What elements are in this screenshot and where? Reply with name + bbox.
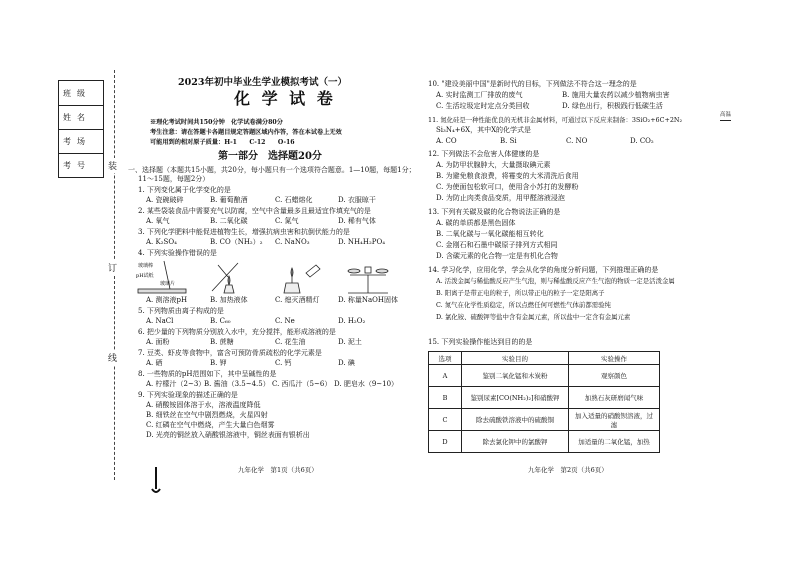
q12-option-b[interactable]: B. 为避免粮食浪费，将霉变的大米清洗后食用: [436, 172, 579, 180]
table-cell-operation: 加熟石灰研磨闻气味: [569, 387, 660, 409]
subject-title: 化 学 试 卷: [234, 89, 336, 108]
q4-option-c[interactable]: C. 熄灭酒精灯: [275, 296, 320, 304]
q6-option-b[interactable]: B. 蔗糖: [210, 338, 234, 346]
q12-option-d[interactable]: D. 为防止肉类食品变质，用甲醛溶液浸泡: [436, 194, 565, 202]
q9-option-a[interactable]: A. 硝酸铵固体溶于水，溶液温度降低: [146, 401, 261, 409]
q10-option-c[interactable]: C. 生活垃圾定时定点分类回收: [436, 102, 530, 110]
q9-option-c[interactable]: C. 红磷在空气中燃烧，产生大量白色烟雾: [146, 421, 275, 429]
binding-char-zhuang: 装: [108, 158, 117, 173]
q13-option-a[interactable]: A. 碳的单质都是黑色固体: [436, 219, 516, 227]
q11-option-d[interactable]: D. CO₂: [630, 137, 654, 145]
q11-option-a[interactable]: A. CO: [436, 137, 457, 145]
footer-page-1: 九年化学 第1页（共6页）: [238, 466, 318, 474]
q15-table: [428, 351, 660, 453]
q5-option-b[interactable]: B. C₆₀: [210, 317, 231, 325]
q13-option-b[interactable]: B. 二氧化碳与一氧化碳能相互转化: [436, 230, 544, 238]
section-intro-1: 一、选择题（本题共15小题，共20分，每小题只有一个选项符合题意。1—10题，每题1分；: [128, 166, 416, 174]
q8-option-d[interactable]: D. 肥皂水（9~10）: [334, 380, 399, 388]
exam-title: 2023年初中毕业生学业模拟考试（一）: [178, 77, 347, 88]
q5-stem: 5. 下列物质由离子构成的是: [138, 307, 224, 315]
q3-stem: 3. 下列化学肥料中能促进植物生长，增强抗病虫害和抗倒伏能力的是: [138, 228, 350, 236]
q5-option-c[interactable]: C. Ne: [275, 317, 295, 325]
scan-mark-icon: [148, 465, 164, 497]
q1-stem: 1. 下列变化属于化学变化的是: [138, 186, 231, 194]
time-note: ※理化考试时间共150分钟 化学试卷满分80分: [150, 119, 283, 126]
q4-option-d[interactable]: D. 称量NaOH固体: [338, 296, 398, 304]
table-header-operation: 实验操作: [569, 352, 660, 365]
q8-option-b[interactable]: B. 酱油（3.5~4.5）: [204, 380, 270, 388]
q4-stem: 4. 下列实验操作错误的是: [138, 249, 217, 257]
table-cell-purpose: 除去氯化钾中的氯酸钾: [462, 431, 569, 453]
heating-liquid-figure: [212, 263, 238, 293]
q8-stem: 8. 一些物质的pH范围如下，其中呈碱性的是: [138, 370, 277, 378]
section-intro-2: 11～15题，每题2分）: [138, 175, 210, 183]
q11-stem-cont: Si₃N₄+6X，其中X的化学式是: [436, 126, 532, 134]
exam-number-field[interactable]: 考号: [63, 161, 91, 170]
q4-fig-label-glass-slide: 玻璃片: [160, 281, 176, 287]
q1-option-b[interactable]: B. 葡萄酿酒: [210, 196, 248, 204]
q12-stem: 12. 下列做法不会危害人体健康的是: [428, 150, 540, 158]
class-field[interactable]: 班级: [59, 81, 103, 106]
student-info-panel: [58, 80, 104, 178]
q3-option-d[interactable]: D. NH₄H₂PO₄: [338, 238, 386, 246]
section-heading: 第一部分 选择题20分: [218, 151, 322, 162]
table-cell-purpose: 除去硫酸铁溶液中的硫酸铜: [462, 409, 569, 431]
q8-option-a[interactable]: A. 柠檬汁（2~3）: [146, 380, 206, 388]
table-cell-option: B: [429, 387, 462, 409]
q9-stem: 9. 下列实验现象的描述正确的是: [138, 391, 238, 399]
q8-option-c[interactable]: C. 西瓜汁（5~6）: [272, 380, 332, 388]
q12-option-c[interactable]: C. 为使面包松软可口，使用含小苏打的发酵粉: [436, 183, 579, 191]
name-field[interactable]: 姓名: [59, 105, 103, 130]
q14-option-b[interactable]: B. 阳离子是带正电的粒子，所以带正电的粒子一定是阳离子: [436, 289, 605, 297]
table-row[interactable]: [429, 387, 660, 409]
table-cell-operation: 观察颜色: [569, 365, 660, 387]
q1-option-c[interactable]: C. 石蜡熔化: [275, 196, 313, 204]
q7-stem: 7. 豆类、虾皮等食物中，富含可预防骨质疏松的化学元素是: [138, 349, 322, 357]
table-row[interactable]: [429, 365, 660, 387]
q4-fig-label-glass-rod: 玻璃棒: [138, 263, 154, 269]
q13-stem: 13. 下列有关碳及碳的化合物说法正确的是: [428, 208, 561, 216]
q5-option-d[interactable]: D. H₂O₂: [338, 317, 366, 325]
table-header-purpose: 实验目的: [462, 352, 569, 365]
q13-option-d[interactable]: D. 含碳元素的化合物一定是有机化合物: [436, 252, 558, 260]
table-header-row: [429, 352, 660, 365]
table-row[interactable]: [429, 409, 660, 431]
q15-stem: 15. 下列实验操作能达到目的的是: [428, 338, 533, 346]
q9-option-b[interactable]: B. 细铁丝在空气中剧烈燃烧，火星四射: [146, 411, 268, 419]
binding-char-xian: 线: [108, 350, 117, 365]
q7-option-d[interactable]: D. 碘: [338, 359, 355, 367]
q5-option-a[interactable]: A. NaCl: [146, 317, 174, 325]
q1-option-d[interactable]: D. 衣服晾干: [338, 196, 376, 204]
table-cell-purpose: 鉴别二氧化锰和木炭粉: [462, 365, 569, 387]
binding-line: [114, 70, 115, 480]
table-cell-operation: 加适量的二氧化锰，加热: [569, 431, 660, 453]
q13-option-c[interactable]: C. 金刚石和石墨中碳原子排列方式相同: [436, 241, 558, 249]
q3-option-b[interactable]: B. CO（NH₂）₂: [210, 238, 263, 246]
q14-stem: 14. 学习化学，应用化学，学会从化学的角度分析问题，下列推理正确的是: [428, 266, 659, 274]
q4-option-a[interactable]: A. 测溶液pH: [146, 296, 188, 304]
table-row[interactable]: [429, 431, 660, 453]
table-header-option: 选项: [429, 352, 462, 365]
table-cell-purpose: 鉴别尿素[CO(NH₂)₂]和硝酸钾: [462, 387, 569, 409]
table-cell-option: D: [429, 431, 462, 453]
q7-option-c[interactable]: C. 钙: [275, 359, 292, 367]
q11-arrow-condition: 高温: [720, 111, 731, 121]
exam-room-field[interactable]: 考场: [59, 129, 103, 154]
q2-option-a[interactable]: A. 氧气: [146, 217, 170, 225]
q6-option-a[interactable]: A. 面粉: [146, 338, 170, 346]
q1-option-a[interactable]: A. 瓷碗破碎: [146, 196, 184, 204]
balance-figure: [348, 267, 388, 293]
q11-stem: 11. 氮化硅是一种性能优良的无机非金属材料，可通过以下反应来制备：3SiO₂+6C+2N₂: [428, 116, 683, 124]
q12-option-a[interactable]: A. 为防甲状腺肿大，大量摄取碘元素: [436, 161, 551, 169]
q2-option-d[interactable]: D. 稀有气体: [338, 217, 376, 225]
q11-option-c[interactable]: C. NO: [566, 137, 588, 145]
q3-option-c[interactable]: C. NaNO₃: [275, 238, 310, 246]
q14-option-d[interactable]: D. 氯化铵、硫酸钾等盐中含有金属元素，所以盐中一定含有金属元素: [436, 313, 631, 321]
q10-option-b[interactable]: B. 施用大量农药以减少植物病虫害: [562, 91, 670, 99]
table-cell-option: A: [429, 365, 462, 387]
table-cell-operation: 加入适量的硝酸钡溶液，过滤: [569, 409, 660, 431]
q10-option-d[interactable]: D. 绿色出行，积极践行低碳生活: [562, 102, 663, 110]
q6-option-c[interactable]: C. 花生油: [275, 338, 306, 346]
q3-option-a[interactable]: A. K₂SO₄: [146, 238, 177, 246]
q11-option-b[interactable]: B. Si: [500, 137, 517, 145]
q4-option-b[interactable]: B. 加热液体: [210, 296, 248, 304]
q14-option-c[interactable]: C. 氮气在化学性质稳定，所以点燃任何可燃性气体前都需验纯: [436, 301, 611, 309]
table-cell-option: C: [429, 409, 462, 431]
footer-page-2: 九年化学 第2页（共6页）: [528, 466, 608, 474]
instructions: 考生注意：请在答题卡各题目规定答题区域内作答，答在本试卷上无效: [150, 129, 342, 136]
q2-option-c[interactable]: C. 氮气: [275, 217, 299, 225]
q6-stem: 6. 把少量的下列物质分别放入水中，充分搅拌，能形成溶液的是: [138, 328, 336, 336]
q4-fig-label-ph-paper: pH试纸: [136, 273, 154, 279]
q6-option-d[interactable]: D. 泥土: [338, 338, 362, 346]
q7-option-a[interactable]: A. 硒: [146, 359, 163, 367]
atomic-masses: 可能用到的相对原子质量：H-1 C-12 O-16: [150, 139, 295, 146]
q10-stem: 10. "建设美丽中国"是新时代的目标，下列做法不符合这一理念的是: [428, 80, 637, 88]
alcohol-lamp-figure: [284, 265, 320, 293]
q14-option-a[interactable]: A. 活泼金属与稀盐酸反应产生气泡，则与稀盐酸反应产生气泡的物质一定是活泼金属: [436, 277, 675, 285]
q9-option-d[interactable]: D. 光亮的铜丝放入硝酸银溶液中，铜丝表面有银析出: [146, 431, 310, 439]
q2-option-b[interactable]: B. 二氧化碳: [210, 217, 248, 225]
binding-char-ding: 订: [108, 260, 117, 275]
q7-option-b[interactable]: B. 钾: [210, 359, 227, 367]
q2-stem: 2. 某些袋装食品中需要充气以防腐，空气中含量最多且最适宜作填充气的是: [138, 207, 371, 215]
q10-option-a[interactable]: A. 实时监测工厂排放的废气: [436, 91, 523, 99]
